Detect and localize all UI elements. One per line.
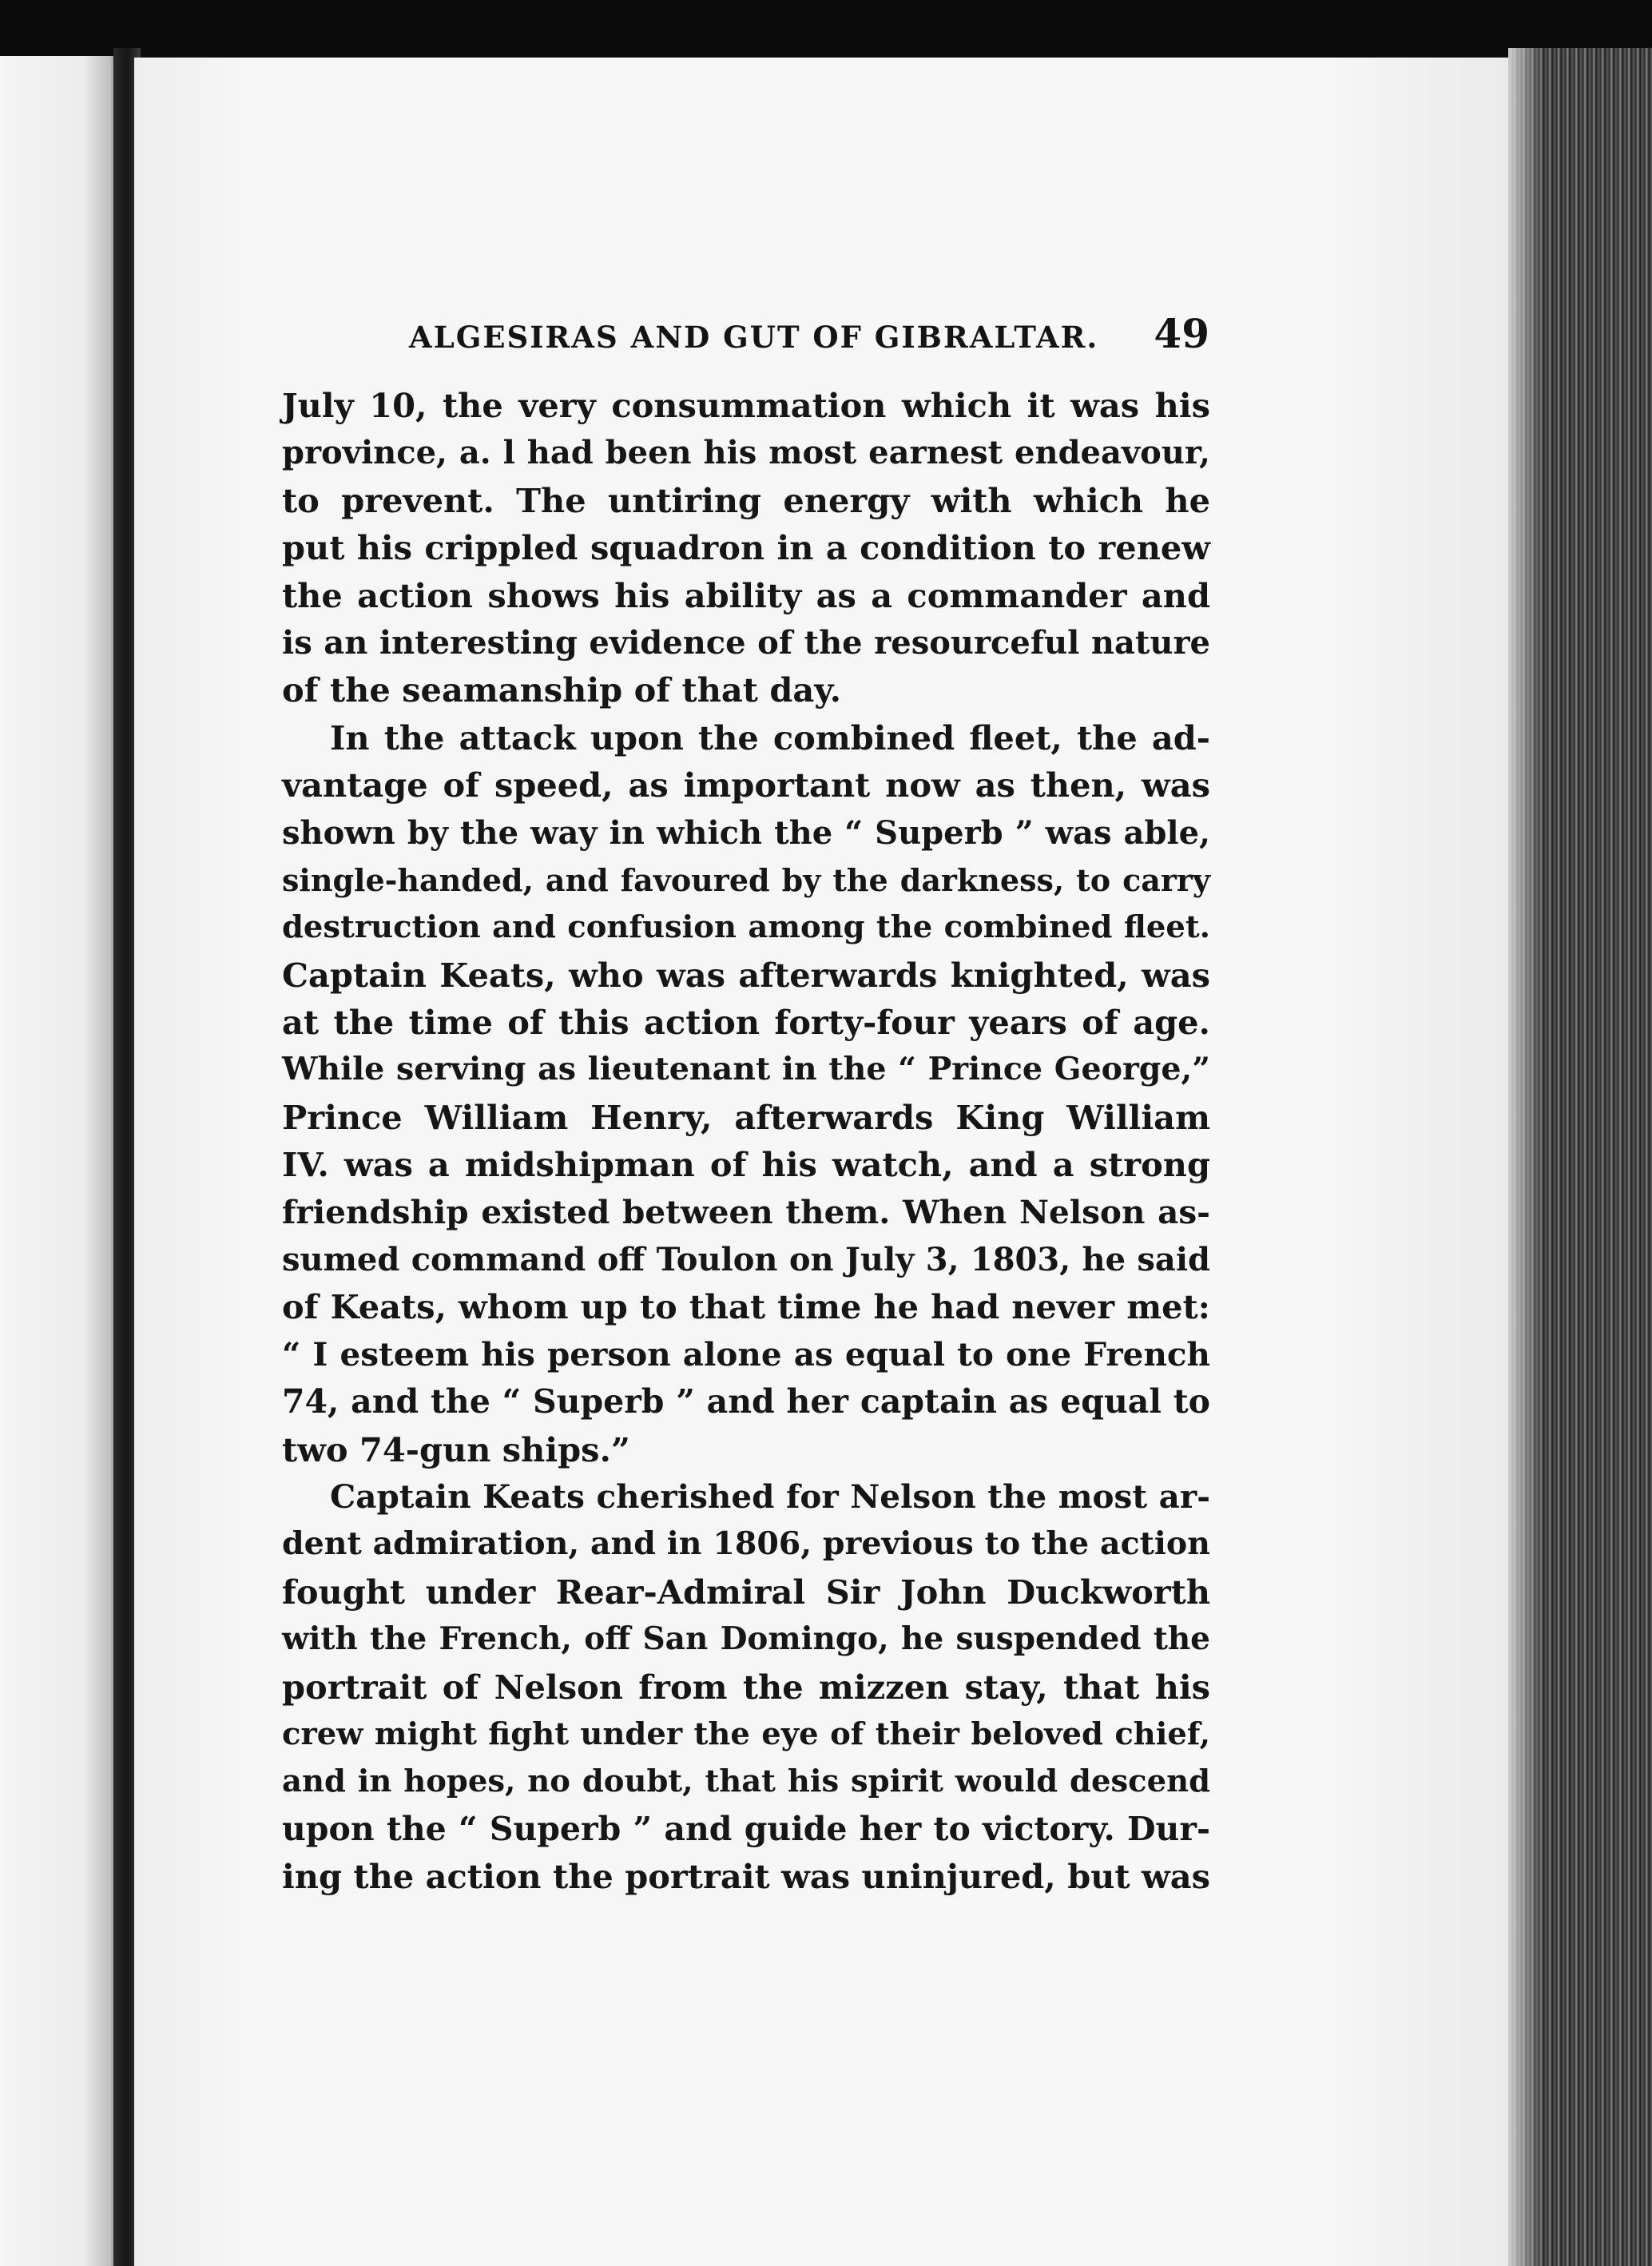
- text-line: single-handed, and favoured by the darkness, to carry: [282, 861, 1210, 898]
- text-line: While serving as lieutenant in the “ Prince George,”: [282, 1051, 1210, 1088]
- text-line: to prevent. The untiring energy with which he: [282, 480, 1210, 520]
- text-line: IV. was a midshipman of his watch, and a strong: [282, 1145, 1210, 1185]
- facing-page-edge: [0, 56, 120, 2266]
- text-line: destruction and confusion among the combined fleet.: [282, 909, 1210, 946]
- text-line: July 10, the very consummation which it was his: [282, 386, 1210, 425]
- text-line: friendship existed between them. When Nelson as-: [282, 1192, 1210, 1231]
- page-stack-edge: [1508, 48, 1652, 2266]
- body-text: [282, 382, 1210, 1901]
- text-line: put his crippled squadron in a condition to renew: [282, 528, 1210, 568]
- text-line: Captain Keats, who was afterwards knighted, was: [282, 955, 1210, 995]
- text-line: vantage of speed, as important now as then, was: [282, 765, 1210, 805]
- text-line: ing the action the portrait was uninjured, but was: [282, 1857, 1210, 1897]
- text-line: Captain Keats cherished for Nelson the most ar-: [330, 1477, 1210, 1516]
- text-line: In the attack upon the combined fleet, the ad-: [330, 718, 1210, 757]
- text-line: shown by the way in which the “ Superb ” was able,: [282, 813, 1210, 852]
- text-line: fought under Rear-Admiral Sir John Duckworth: [282, 1572, 1210, 1612]
- page-number: 49: [1154, 310, 1209, 357]
- running-header: [409, 310, 1209, 358]
- text-line: and in hopes, no doubt, that his spirit would descend: [282, 1763, 1210, 1800]
- text-line: at the time of this action forty-four years of age.: [282, 1003, 1210, 1043]
- text-line: two 74-gun ships.”: [282, 1429, 630, 1469]
- text-line: sumed command off Toulon on July 3, 1803, he said: [282, 1241, 1210, 1279]
- running-title: ALGESIRAS AND GUT OF GIBRALTAR.: [409, 320, 1099, 355]
- text-line: is an interesting evidence of the resourceful nature: [282, 623, 1210, 662]
- text-line: “ I esteem his person alone as equal to one French: [282, 1334, 1210, 1374]
- text-line: Prince William Henry, afterwards King William: [282, 1097, 1210, 1137]
- text-line: dent admiration, and in 1806, previous to the action: [282, 1525, 1210, 1563]
- text-line: with the French, off San Domingo, he suspended the: [282, 1620, 1210, 1658]
- text-line: of Keats, whom up to that time he had never met:: [282, 1287, 1210, 1327]
- text-line: province, a. l had been his most earnest endeavour,: [282, 434, 1210, 472]
- text-line: portrait of Nelson from the mizzen stay, that his: [282, 1667, 1210, 1707]
- text-line: of the seamanship of that day.: [282, 670, 842, 710]
- text-line: crew might fight under the eye of their beloved chief,: [282, 1715, 1210, 1752]
- text-line: upon the “ Superb ” and guide her to victory. Dur-: [282, 1809, 1210, 1848]
- text-line: the action shows his ability as a commander and: [282, 575, 1210, 615]
- text-line: 74, and the “ Superb ” and her captain as equal to: [282, 1382, 1210, 1421]
